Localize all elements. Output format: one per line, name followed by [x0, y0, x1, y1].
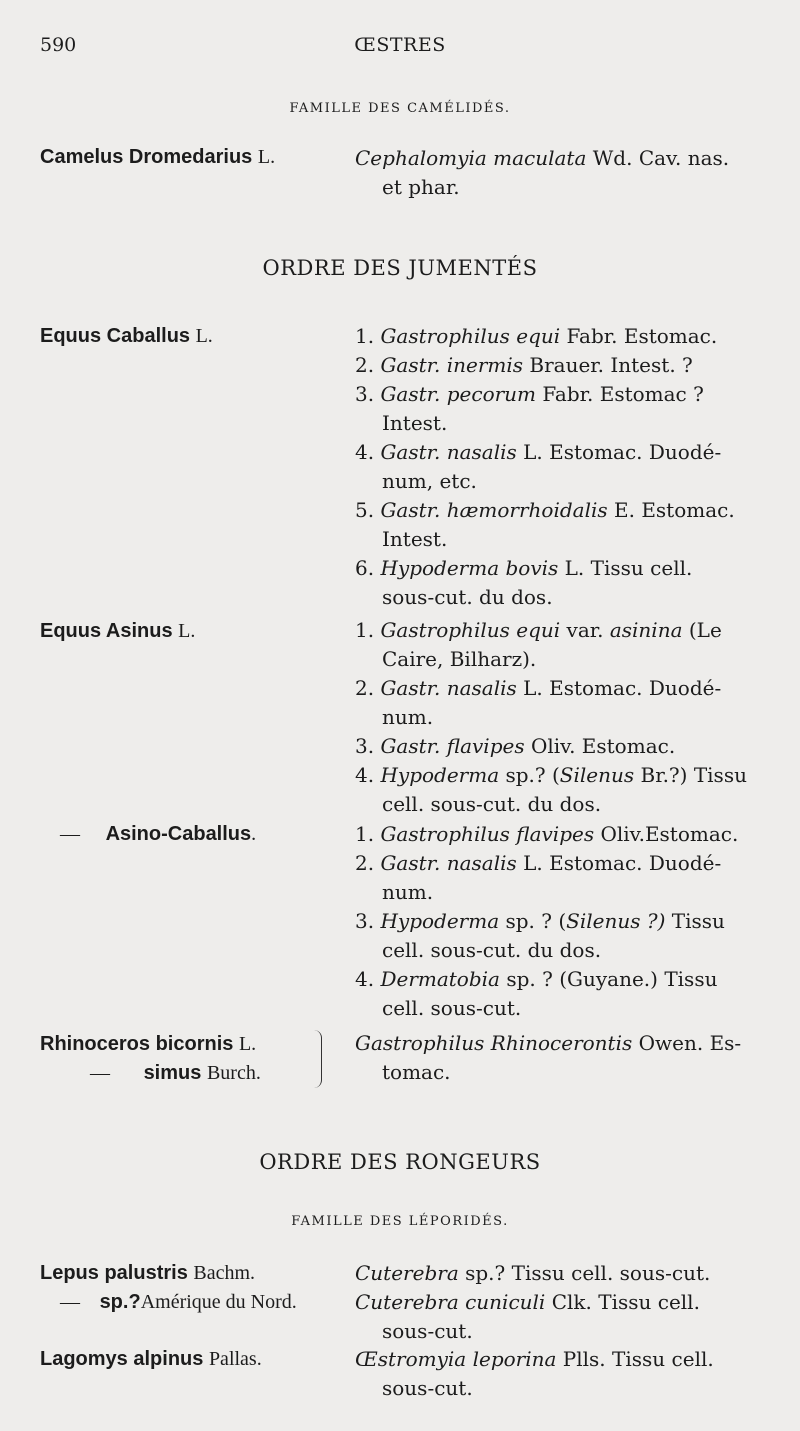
host-lepus-palustris: Lepus palustris Bachm.: [40, 1262, 256, 1284]
page-number: 590: [40, 34, 77, 56]
host-equus-caballus: Equus Caballus L.: [40, 325, 213, 347]
host-rhinoceros-simus: — simus Burch.: [90, 1062, 261, 1084]
host-camelus: Camelus Dromedarius L.: [40, 146, 276, 168]
host-asino-caballus: — Asino-Caballus.: [60, 823, 257, 845]
parasite-entry-lepus-sp: Cuterebra cuniculi Clk. Tissu cell. sous-cut.: [355, 1290, 700, 1343]
parasite-list-caballus: 1. Gastrophilus equi Fabr. Estomac. 2. Gastr. inermis Brauer. Intest. ? 3. Gastr. pecorum Fabr. Estomac ? Intest. 4. Gastr. nasalis L. Estomac. Duodé- num, etc. 5. Gastr. hæmorrhoidalis E. Estomac. Intest. 6. Hypoderma bovis L. Tissu cell. sous-cut. du dos.: [355, 324, 735, 609]
grouping-brace: [309, 1030, 322, 1088]
order-heading-jumentes: ORDRE DES JUMENTÉS: [262, 256, 538, 280]
parasite-entry-camelus: Cephalomyia maculata Wd. Cav. nas. et phar.: [355, 146, 730, 199]
parasite-entry-rhinoceros: Gastrophilus Rhinocerontis Owen. Es- tomac.: [355, 1031, 742, 1084]
running-header: [0, 34, 800, 58]
order-heading-rongeurs: ORDRE DES RONGEURS: [259, 1150, 541, 1174]
host-lagomys-alpinus: Lagomys alpinus Pallas.: [40, 1348, 262, 1370]
parasite-list-asinus: 1. Gastrophilus equi var. asinina (Le Caire, Bilharz). 2. Gastr. nasalis L. Estomac. Duodé- num. 3. Gastr. flavipes Oliv. Estomac. 4. Hypoderma sp.? (Silenus Br.?) Tissu cell. sous-cut. du dos.: [355, 618, 747, 816]
host-lepus-sp: — sp.?Amérique du Nord.: [60, 1291, 297, 1313]
parasite-entry-lagomys: Œstromyia leporina Plls. Tissu cell. sous-cut.: [355, 1347, 714, 1400]
parasite-entry-lepus-palustris: Cuterebra sp.? Tissu cell. sous-cut.: [355, 1261, 711, 1285]
parasite-list-asino-caballus: 1. Gastrophilus flavipes Oliv.Estomac. 2. Gastr. nasalis L. Estomac. Duodé- num. 3. Hypoderma sp. ? (Silenus ?) Tissu cell. sous-cut. du dos. 4. Dermatobia sp. ? (Guyane.) Tissu cell. sous-cut.: [355, 822, 739, 1020]
host-rhinoceros-bicornis: Rhinoceros bicornis L.: [40, 1033, 257, 1055]
family-heading-camelides: FAMILLE DES CAMÉLIDÉS.: [289, 101, 511, 116]
family-heading-leporides: FAMILLE DES LÉPORIDÉS.: [291, 1214, 509, 1229]
running-title: ŒSTRES: [354, 34, 446, 56]
host-equus-asinus: Equus Asinus L.: [40, 620, 196, 642]
